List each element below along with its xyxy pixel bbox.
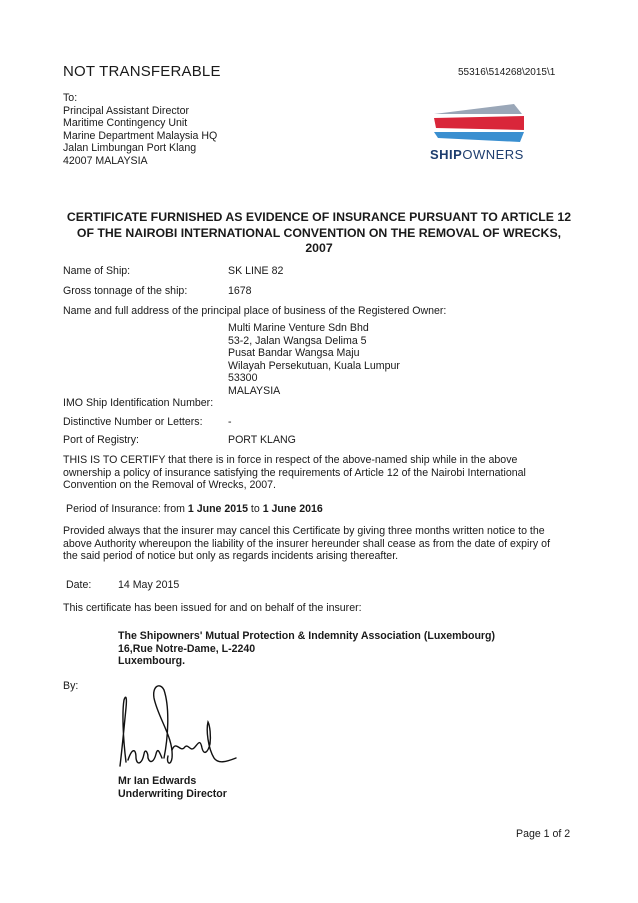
proviso-paragraph bbox=[63, 525, 563, 563]
certify-line: Convention on the Removal of Wrecks, 2007. bbox=[63, 479, 276, 491]
certify-line: THIS IS TO CERTIFY that there is in force in respect of the above-named ship while in the above bbox=[63, 454, 518, 466]
page-number: Page 1 of 2 bbox=[516, 828, 571, 840]
certify-paragraph bbox=[63, 454, 563, 492]
issued-by-statement: This certificate has been issued for and on behalf of the insurer: bbox=[63, 602, 362, 614]
addressee-block bbox=[63, 92, 323, 167]
logo-text-ship: SHIP bbox=[430, 147, 463, 162]
distinctive-label: Distinctive Number or Letters: bbox=[63, 416, 203, 428]
ship-name-label: Name of Ship: bbox=[63, 265, 131, 277]
certify-line: ownership a policy of insurance satisfying the requirements of Article 12 of the Nairobi International bbox=[63, 466, 526, 479]
logo-wordmark bbox=[430, 147, 524, 162]
insurer-line: The Shipowners' Mutual Protection & Indemnity Association (Luxembourg) bbox=[118, 630, 496, 642]
date-value: 14 May 2015 bbox=[118, 579, 180, 591]
signatory-title: Underwriting Director bbox=[118, 787, 227, 800]
owner-line: 53-2, Jalan Wangsa Delima 5 bbox=[228, 334, 367, 347]
owner-label: Name and full address of the principal place of business of the Registered Owner: bbox=[63, 305, 447, 317]
certificate-title: CERTIFICATE FURNISHED AS EVIDENCE OF INSURANCE PURSUANT TO ARTICLE 12 OF THE NAIROBI INTERNATIONAL CONVENTION ON THE REMOVAL OF WRECKS, 2007 bbox=[66, 210, 572, 255]
addressee-line: Maritime Contingency Unit bbox=[63, 117, 188, 129]
period-to: 1 June 2016 bbox=[262, 503, 323, 515]
insurer-line: 16,Rue Notre-Dame, L-2240 bbox=[118, 642, 256, 655]
addressee-line: Jalan Limbungan Port Klang bbox=[63, 142, 197, 154]
signatory-block bbox=[118, 775, 227, 800]
port-label: Port of Registry: bbox=[63, 434, 139, 446]
addressee-line: 42007 MALAYSIA bbox=[63, 154, 148, 167]
insurer-line: Luxembourg. bbox=[118, 655, 186, 667]
to-label: To: bbox=[63, 92, 78, 104]
proviso-line: Provided always that the insurer may cancel this Certificate by giving three months written notice to the bbox=[63, 525, 545, 537]
owner-line: Multi Marine Venture Sdn Bhd bbox=[228, 322, 369, 334]
date-label: Date: bbox=[66, 579, 92, 591]
addressee-line: Principal Assistant Director bbox=[63, 104, 189, 117]
reference-number: 55316\514268\2015\1 bbox=[458, 67, 556, 78]
tonnage-label: Gross tonnage of the ship: bbox=[63, 285, 188, 297]
logo-flag-blue bbox=[434, 132, 524, 142]
signatory-name: Mr Ian Edwards bbox=[118, 775, 197, 787]
tonnage-value: 1678 bbox=[228, 285, 252, 297]
owner-line: Wilayah Persekutuan, Kuala Lumpur bbox=[228, 359, 400, 372]
period-from: 1 June 2015 bbox=[187, 503, 248, 515]
proviso-line: the said period of notice but only as regards incidents arising thereafter. bbox=[63, 550, 399, 562]
logo-flag-red bbox=[434, 116, 524, 130]
signature-image bbox=[114, 678, 239, 773]
owner-line: Pusat Bandar Wangsa Maju bbox=[228, 347, 360, 359]
imo-label: IMO Ship Identification Number: bbox=[63, 397, 214, 409]
by-label: By: bbox=[63, 680, 79, 692]
period-of-insurance bbox=[66, 503, 323, 516]
port-value: PORT KLANG bbox=[228, 434, 296, 446]
not-transferable-label: NOT TRANSFERABLE bbox=[63, 63, 221, 80]
owner-address bbox=[228, 322, 400, 397]
owner-line: MALAYSIA bbox=[228, 384, 281, 397]
proviso-line: above Authority whereupon the liability of the insurer hereunder shall cease as from the date of expiry of bbox=[63, 537, 551, 550]
distinctive-value: - bbox=[228, 416, 232, 428]
period-to-word: to bbox=[247, 503, 263, 515]
insurer-block bbox=[118, 630, 495, 668]
logo-text-owners: OWNERS bbox=[462, 147, 524, 162]
addressee-line: Marine Department Malaysia HQ bbox=[63, 129, 218, 142]
ship-name-value: SK LINE 82 bbox=[228, 265, 284, 277]
owner-line: 53300 bbox=[228, 372, 258, 384]
period-prefix: Period of Insurance: from bbox=[66, 503, 188, 515]
logo-flag-grey bbox=[434, 104, 522, 114]
